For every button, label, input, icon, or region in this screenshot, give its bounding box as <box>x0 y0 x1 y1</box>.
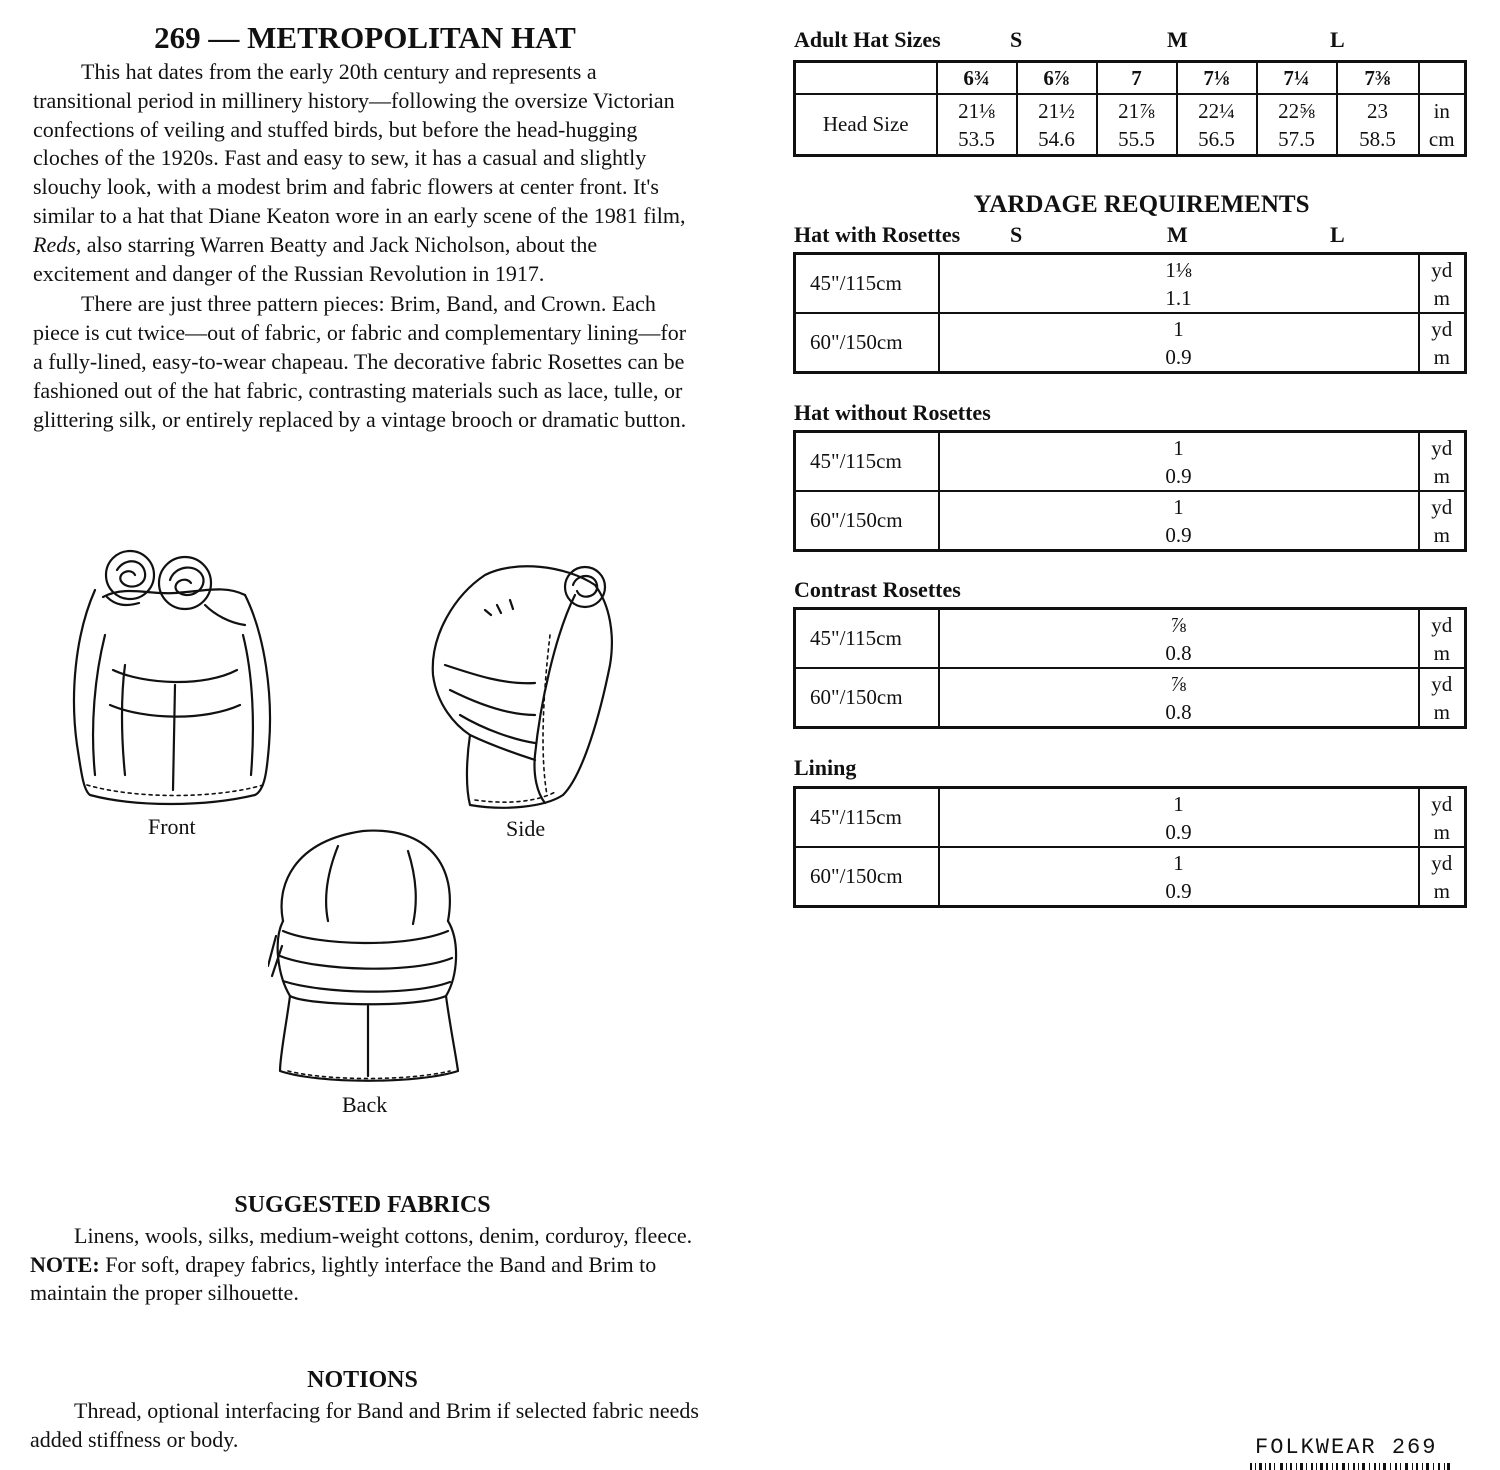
size-m-header: M <box>1167 27 1188 52</box>
unit-cell: yd m <box>1419 847 1466 907</box>
unit-cell: yd m <box>1419 491 1466 551</box>
yardage-size-s: S <box>1010 222 1023 247</box>
section-label-hat-with-rosettes: Hat with Rosettes <box>794 222 961 247</box>
unit-cell: yd m <box>1419 609 1466 669</box>
unit-cell: in cm <box>1419 94 1466 156</box>
fabric-width-cell: 60"/150cm <box>795 491 939 551</box>
yardage-row <box>795 491 1466 551</box>
size-cell: 7 <box>1097 62 1177 95</box>
front-view-label: Front <box>148 814 196 839</box>
hat-back-illustration <box>268 826 468 1091</box>
yardage-table-contrast-rosettes <box>793 607 1467 729</box>
head-size-cell: 21½ 54.6 <box>1017 94 1097 156</box>
yardage-row <box>795 313 1466 373</box>
amount-cell: 1⅛ 1.1 <box>939 254 1419 314</box>
amount-cell: 1 0.9 <box>939 313 1419 373</box>
hat-size-table <box>793 60 1467 157</box>
yardage-row <box>795 788 1466 848</box>
amount-cell: 1 0.9 <box>939 788 1419 848</box>
head-size-cell: 21⅞ 55.5 <box>1097 94 1177 156</box>
head-size-row <box>795 94 1466 156</box>
head-size-cell: 23 58.5 <box>1337 94 1419 156</box>
blank-cell <box>795 62 937 95</box>
unit-cell: yd m <box>1419 254 1466 314</box>
yardage-row <box>795 668 1466 728</box>
amount-cell: 1 0.9 <box>939 491 1419 551</box>
yardage-table-lining <box>793 786 1467 908</box>
blank-cell <box>1419 62 1466 95</box>
barcode-icon <box>1250 1463 1450 1470</box>
page-title: 269 — METROPOLITAN HAT <box>154 20 576 55</box>
yardage-size-l: L <box>1330 222 1345 247</box>
size-cell: 7¼ <box>1257 62 1337 95</box>
unit-cell: yd m <box>1419 432 1466 492</box>
section-label-hat-without-rosettes: Hat without Rosettes <box>794 400 991 425</box>
yardage-row <box>795 432 1466 492</box>
head-size-cell: 21⅛ 53.5 <box>937 94 1017 156</box>
fabric-width-cell: 45"/115cm <box>795 609 939 669</box>
yardage-title: YARDAGE REQUIREMENTS <box>973 191 1310 218</box>
unit-cell: yd m <box>1419 668 1466 728</box>
fabric-width-cell: 45"/115cm <box>795 254 939 314</box>
fabric-width-cell: 45"/115cm <box>795 432 939 492</box>
amount-cell: 1 0.9 <box>939 847 1419 907</box>
head-size-cell: 22⅝ 57.5 <box>1257 94 1337 156</box>
yardage-row <box>795 609 1466 669</box>
hat-front-illustration <box>55 545 295 810</box>
yardage-table-hat-without-rosettes <box>793 430 1467 552</box>
intro-paragraph-1: This hat dates from the early 20th century and represents a transitional period in millinery history—following the oversize Victorian confections of veiling and stuffed birds, but before the head-hugging cloches of the 1920s. Fast and easy to sew, it has a casual and slightly slouchy look, with a modest brim and fabric flowers at center front. It's similar to a hat that Diane Keaton wore in an early scene of the 1981 film, Reds, also starring Warren Beatty and Jack Nicholson, about the excitement and danger of the Russian Revolution in 1917. <box>33 59 686 286</box>
hat-side-illustration <box>415 555 625 815</box>
size-cell: 6⅞ <box>1017 62 1097 95</box>
size-l-header: L <box>1330 27 1345 52</box>
adult-hat-sizes-label: Adult Hat Sizes <box>794 27 941 52</box>
notions-text: Thread, optional interfacing for Band and Brim if selected fabric needs added stiffness or body. <box>30 1398 699 1452</box>
amount-cell: 1 0.9 <box>939 432 1419 492</box>
fabric-width-cell: 60"/150cm <box>795 847 939 907</box>
notions-heading: NOTIONS <box>307 1367 418 1393</box>
fabric-width-cell: 60"/150cm <box>795 668 939 728</box>
hat-size-row <box>795 62 1466 95</box>
film-title: Reds, <box>33 231 82 257</box>
section-label-contrast-rosettes: Contrast Rosettes <box>794 577 961 602</box>
yardage-size-m: M <box>1167 222 1188 247</box>
fabric-width-cell: 45"/115cm <box>795 788 939 848</box>
yardage-table-hat-with-rosettes <box>793 252 1467 374</box>
suggested-fabrics-text: Linens, wools, silks, medium-weight cottons, denim, corduroy, fleece. NOTE: For soft, drapey fabrics, lightly interface the Band and Brim to maintain the proper silhouette. <box>30 1223 693 1305</box>
pattern-code: FOLKWEAR 269 <box>1255 1435 1438 1460</box>
yardage-row <box>795 254 1466 314</box>
size-cell: 7⅛ <box>1177 62 1257 95</box>
amount-cell: ⅞ 0.8 <box>939 668 1419 728</box>
size-cell: 6¾ <box>937 62 1017 95</box>
unit-cell: yd m <box>1419 788 1466 848</box>
unit-cell: yd m <box>1419 313 1466 373</box>
head-size-label: Head Size <box>795 94 937 156</box>
note-label: NOTE: <box>30 1251 100 1277</box>
size-s-header: S <box>1010 27 1023 52</box>
intro-text <box>33 58 698 434</box>
intro-paragraph-2: There are just three pattern pieces: Brim, Band, and Crown. Each piece is cut twice—out of fabric, or fabric and complementary lining—for a fully-lined, easy-to-wear chapeau. The decorative fabric Rosettes can be fashioned out of the hat fabric, contrasting materials such as lace, tulle, or glittering silk, or entirely replaced by a vintage brooch or dramatic button. <box>33 291 687 432</box>
yardage-row <box>795 847 1466 907</box>
suggested-fabrics-heading: SUGGESTED FABRICS <box>234 1192 491 1218</box>
back-view-label: Back <box>342 1092 388 1117</box>
size-cell: 7⅜ <box>1337 62 1419 95</box>
amount-cell: ⅞ 0.8 <box>939 609 1419 669</box>
section-label-lining: Lining <box>794 755 857 780</box>
side-view-label: Side <box>506 816 546 841</box>
fabric-width-cell: 60"/150cm <box>795 313 939 373</box>
head-size-cell: 22¼ 56.5 <box>1177 94 1257 156</box>
